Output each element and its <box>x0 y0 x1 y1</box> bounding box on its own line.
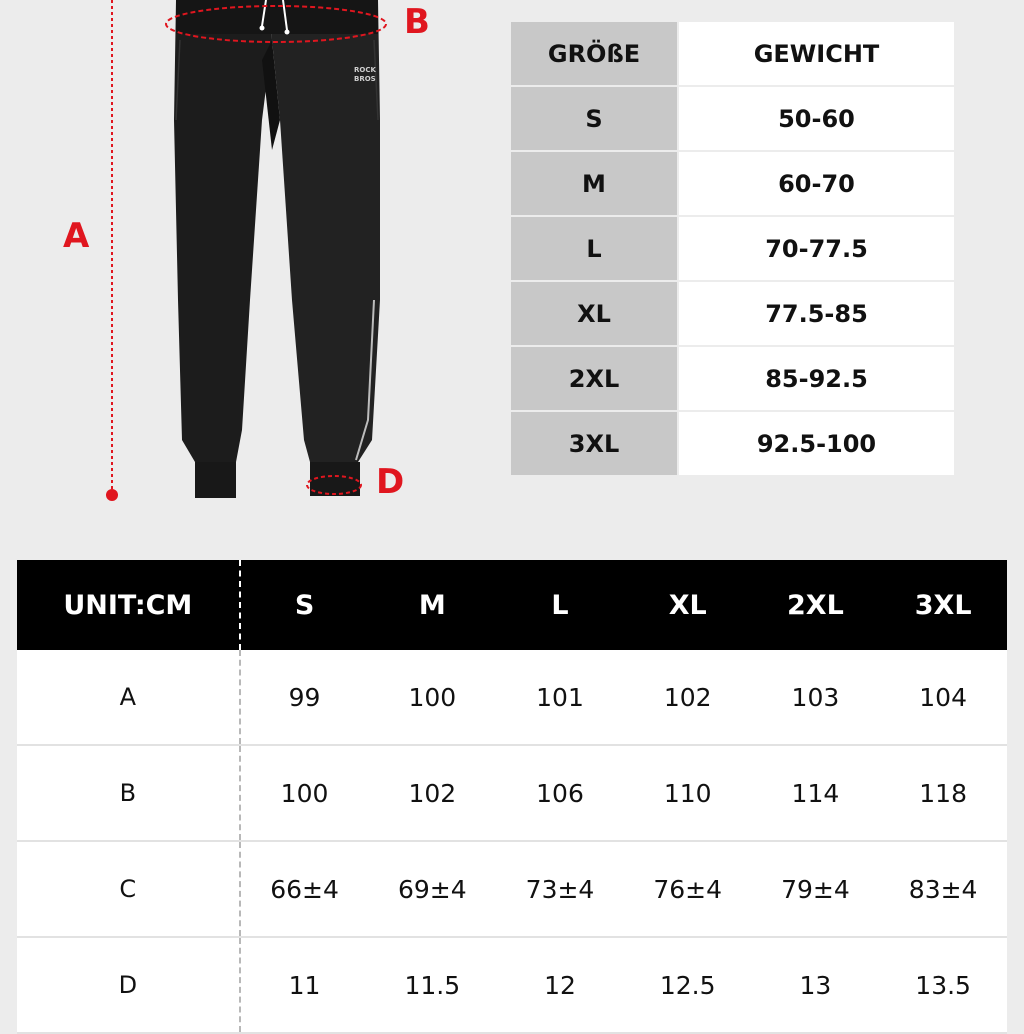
measurement-row <box>17 745 1007 841</box>
measurement-cell: 11.5 <box>368 937 496 1033</box>
measurement-table <box>17 560 1007 1034</box>
measurement-cell: 110 <box>624 745 752 841</box>
measurement-cell: 118 <box>879 745 1007 841</box>
weight-cell: 60-70 <box>679 152 954 217</box>
measurement-row <box>17 841 1007 937</box>
measurement-cell: 69±4 <box>368 841 496 937</box>
measurement-cell: 101 <box>496 650 624 745</box>
measurement-cell: 12.5 <box>624 937 752 1033</box>
label-b: B <box>404 2 430 42</box>
size-cell: L <box>511 217 679 282</box>
measurement-cell: 102 <box>368 745 496 841</box>
weight-cell: 85-92.5 <box>679 347 954 412</box>
size-cell: XL <box>511 282 679 347</box>
measurement-cell: 103 <box>752 650 880 745</box>
size-cell: 3XL <box>511 412 679 477</box>
measurement-cell: 100 <box>240 745 369 841</box>
size-header: 3XL <box>879 560 1007 650</box>
measurement-cell: 104 <box>879 650 1007 745</box>
weight-cell: 77.5-85 <box>679 282 954 347</box>
size-cell: M <box>511 152 679 217</box>
measurement-cell: 100 <box>368 650 496 745</box>
measurement-cell: 102 <box>624 650 752 745</box>
weight-cell: 92.5-100 <box>679 412 954 477</box>
size-header: S <box>240 560 369 650</box>
svg-text:BROS: BROS <box>354 75 376 83</box>
measurement-cell: 13.5 <box>879 937 1007 1033</box>
size-cell: 2XL <box>511 347 679 412</box>
measurement-table-header <box>17 560 1007 650</box>
row-label: D <box>17 937 240 1033</box>
unit-header: UNIT:CM <box>17 560 240 650</box>
label-a: A <box>63 216 90 256</box>
size-header: M <box>368 560 496 650</box>
size-header: 2XL <box>752 560 880 650</box>
weight-table-row <box>511 152 954 217</box>
weight-table-row <box>511 412 954 477</box>
svg-text:ROCK: ROCK <box>354 66 376 74</box>
measurement-cell: 76±4 <box>624 841 752 937</box>
weight-table-row <box>511 282 954 347</box>
measurement-cell: 106 <box>496 745 624 841</box>
size-header: L <box>496 560 624 650</box>
measurement-cell: 13 <box>752 937 880 1033</box>
measurement-cell: 12 <box>496 937 624 1033</box>
header-size: GRÖßE <box>511 22 679 87</box>
size-weight-table <box>511 22 954 477</box>
measurement-row <box>17 650 1007 745</box>
pants-measurement-diagram <box>0 0 500 520</box>
weight-table-header <box>511 22 954 87</box>
header-weight: GEWICHT <box>679 22 954 87</box>
weight-table-row <box>511 217 954 282</box>
measurement-cell: 73±4 <box>496 841 624 937</box>
weight-cell: 70-77.5 <box>679 217 954 282</box>
row-label: B <box>17 745 240 841</box>
weight-cell: 50-60 <box>679 87 954 152</box>
length-indicator-end <box>106 489 118 501</box>
weight-table-row <box>511 87 954 152</box>
size-cell: S <box>511 87 679 152</box>
row-label: C <box>17 841 240 937</box>
measurement-cell: 11 <box>240 937 369 1033</box>
label-d: D <box>376 462 405 502</box>
brand-logo <box>354 66 376 83</box>
measurement-row <box>17 937 1007 1033</box>
row-label: A <box>17 650 240 745</box>
pants-illustration <box>174 0 380 498</box>
weight-table-row <box>511 347 954 412</box>
measurement-cell: 66±4 <box>240 841 369 937</box>
measurement-cell: 99 <box>240 650 369 745</box>
measurement-cell: 114 <box>752 745 880 841</box>
measurement-cell: 79±4 <box>752 841 880 937</box>
measurement-cell: 83±4 <box>879 841 1007 937</box>
size-header: XL <box>624 560 752 650</box>
